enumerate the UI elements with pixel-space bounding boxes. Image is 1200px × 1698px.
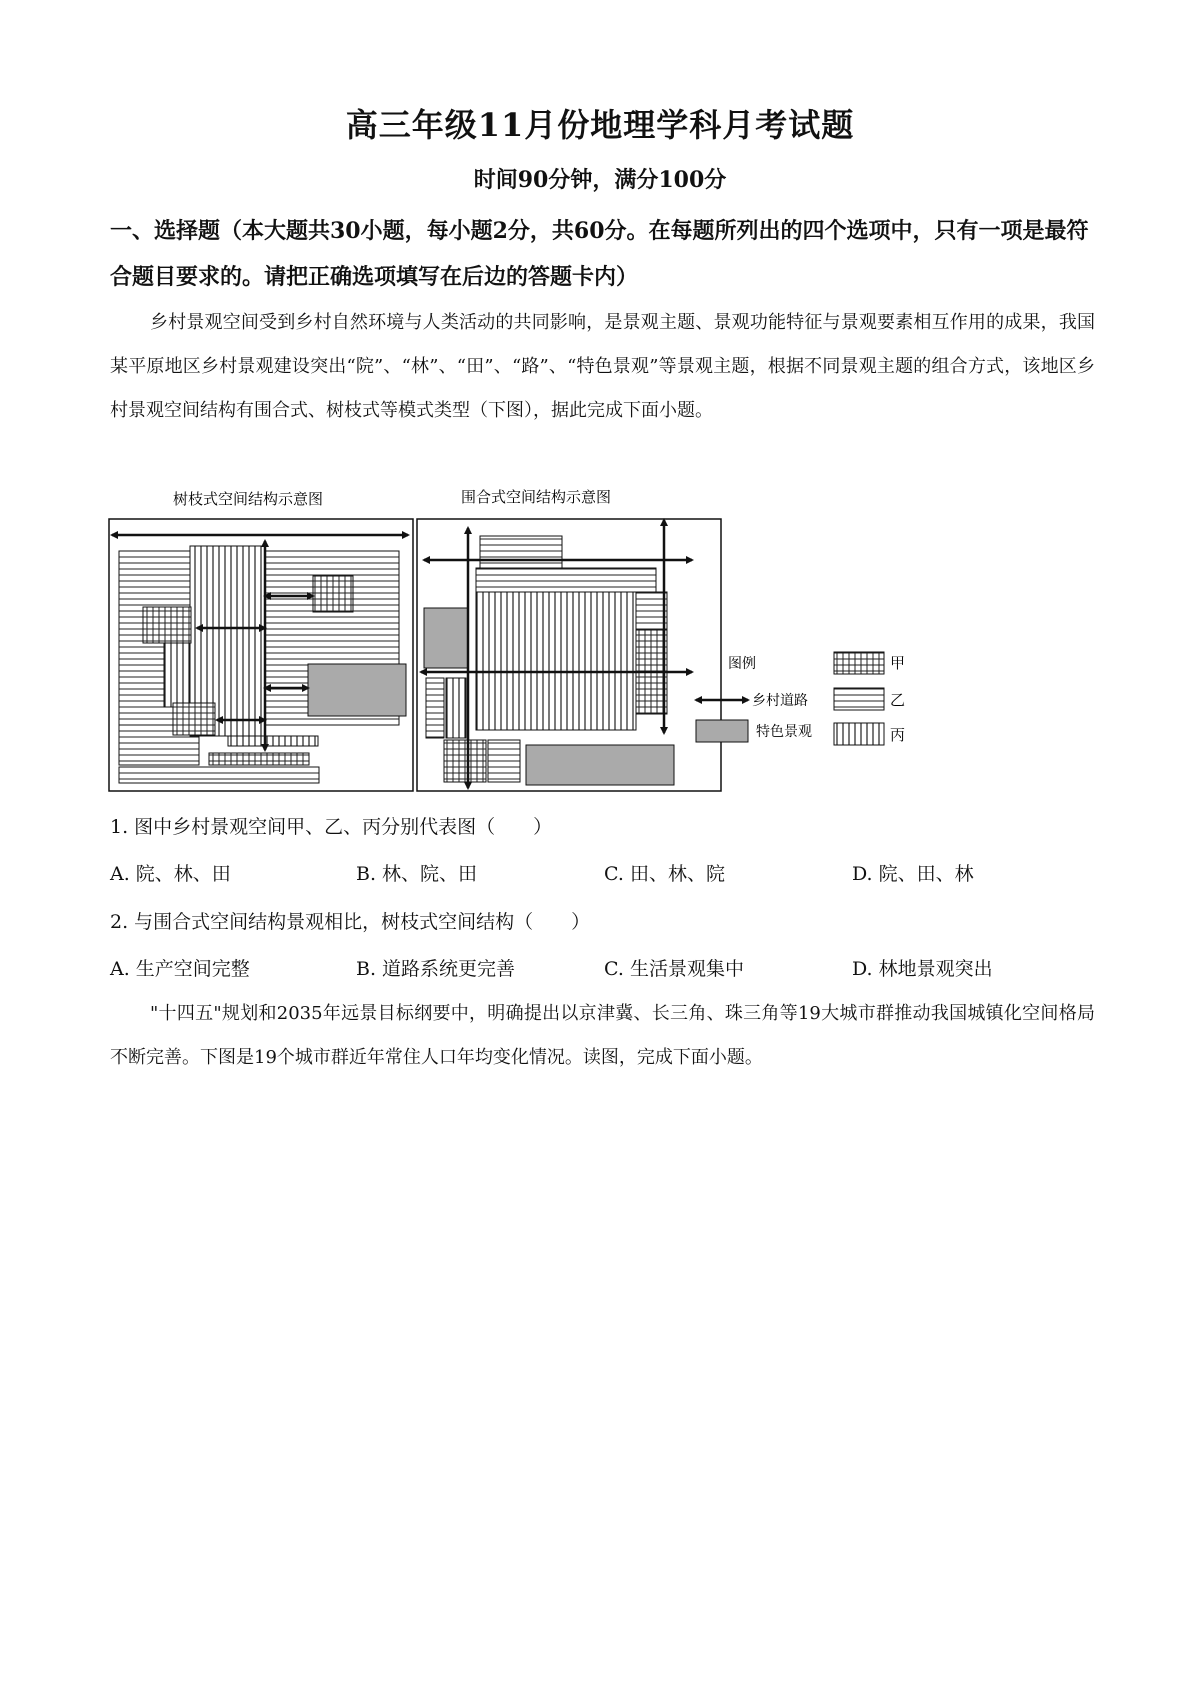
passage-urban-agglomeration: "十四五"规划和2035年远景目标纲要中，明确提出以京津冀、长三角、珠三角等19大城市群推动我国城镇化空间格局不断完善。下图是19个城市群近年常住人口年均变化情况。读图，完成下面小题。 xyxy=(110,1003,1095,1068)
exam-time-info: 时间90分钟，满分100分 xyxy=(473,167,727,193)
legend-label-road: 乡村道路 xyxy=(752,693,808,709)
legend-label-jia: 甲 xyxy=(890,654,906,672)
figure-legend xyxy=(696,652,905,745)
question-1-stem: 1. 图中乡村景观空间甲、乙、丙分别代表图（ ） xyxy=(110,816,553,838)
right-diagram-title: 围合式空间结构示意图 xyxy=(460,488,612,506)
q2-option-c[interactable]: C. 生活景观集中 xyxy=(604,958,744,980)
left-diagram-title: 树枝式空间结构示意图 xyxy=(172,490,324,508)
q1-option-c[interactable]: C. 田、林、院 xyxy=(604,863,725,885)
q1-option-a[interactable]: A. 院、林、田 xyxy=(110,863,231,885)
page-title: 高三年级11月份地理学科月考试题 xyxy=(345,106,855,144)
q2-option-d[interactable]: D. 林地景观突出 xyxy=(852,958,993,980)
legend-label-special: 特色景观 xyxy=(756,724,812,740)
question-2-stem: 2. 与围合式空间结构景观相比，树枝式空间结构（ ） xyxy=(110,911,591,933)
passage-rural-landscape: 乡村景观空间受到乡村自然环境与人类活动的共同影响，是景观主题、景观功能特征与景观要素相互作用的成果，我国某平原地区乡村景观建设突出“院”、“林”、“田”、“路”、“特色景观”等景观主题，根据不同景观主题的组合方式，该地区乡村景观空间结构有围合式、树枝式等模式类型（下图），据此完成下面小题。 xyxy=(110,312,1095,421)
dendritic-structure-diagram xyxy=(109,519,413,791)
q2-option-b[interactable]: B. 道路系统更完善 xyxy=(356,958,516,980)
section-heading: 一、选择题（本大题共30小题，每小题2分，共60分。在每题所列出的四个选项中，只有一项是最符合题目要求的。请把正确选项填写在后边的答题卡内） xyxy=(110,218,1089,290)
enclosed-structure-diagram xyxy=(417,519,721,791)
q2-option-a[interactable]: A. 生产空间完整 xyxy=(110,958,250,980)
q1-option-b[interactable]: B. 林、院、田 xyxy=(356,863,478,885)
legend-label-bing: 丙 xyxy=(890,726,906,744)
q1-option-d[interactable]: D. 院、田、林 xyxy=(852,863,974,885)
legend-label-yi: 乙 xyxy=(890,691,906,709)
legend-title: 图例 xyxy=(728,656,756,672)
landscape-structure-figure xyxy=(108,488,948,793)
